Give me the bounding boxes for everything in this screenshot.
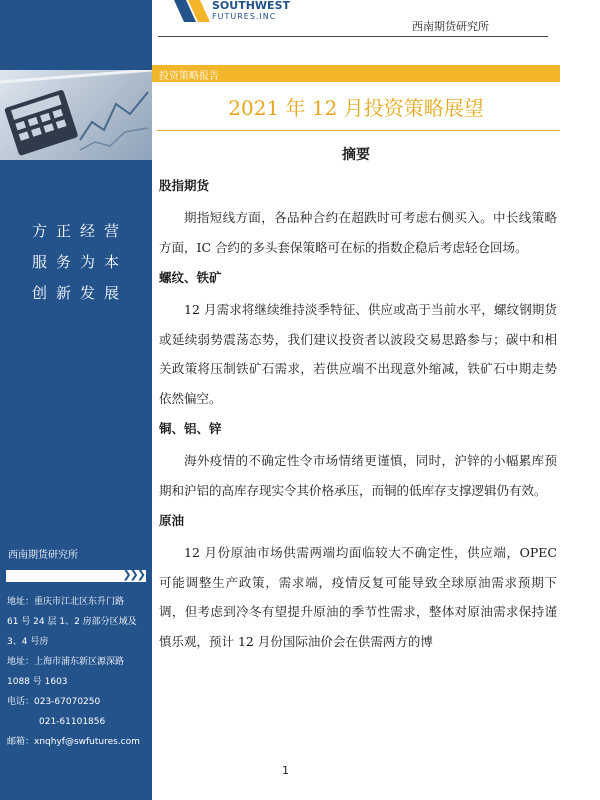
report-type-label: 投资策略报告 — [159, 71, 219, 82]
motto-line: 方正经营 — [31, 222, 128, 240]
section-text: 期指短线方面，各品种合约在超跌时可考虑右侧买入。中长线策略方面，IC 合约的多头套保策略可在标的指数企稳后考虑轻仓回场。 — [159, 210, 557, 255]
sidebar-org-name: 西南期货研究所 — [8, 550, 78, 561]
motto-line: 服务为本 — [31, 253, 128, 271]
header-org-name: 西南期货研究所 — [412, 20, 489, 33]
section-heading: 螺纹、铁矿 — [159, 270, 222, 285]
section-text: 海外疫情的不确定性令市场情绪更谨慎，同时，沪锌的小幅累库预期和沪铝的高库存现实令其价格承压，而铜的低库存支撑逻辑仍有效。 — [159, 453, 557, 498]
sidebar-panel — [0, 0, 152, 800]
logo-subtitle: FUTURES.INC — [212, 12, 277, 21]
double-chevron-right-icon: ❯❯❯ — [122, 568, 144, 581]
sidebar-divider-bar — [6, 570, 146, 582]
section-heading: 原油 — [159, 513, 185, 528]
calculator-chart-photo — [0, 70, 152, 160]
contact-line: 地址：上海市浦东新区源深路 — [7, 657, 125, 667]
report-type-band — [152, 65, 560, 82]
company-motto — [0, 216, 152, 309]
contact-line: 021-61101856 — [39, 717, 106, 727]
contact-line: 地址：重庆市江北区东升门路 — [7, 597, 125, 607]
title-divider — [157, 130, 560, 131]
contact-info — [7, 592, 149, 752]
logo-wordmark: SOUTHWEST — [212, 0, 290, 12]
motto-line: 创新发展 — [31, 284, 128, 302]
page-title: 2021 年 12 月投资策略展望 — [228, 96, 484, 120]
section-text: 12 月需求将继续维持淡季特征、供应或高于当前水平，螺纹钢期货或延续弱势震荡态势，我们建议投资者以波段交易思路参与；碳中和相关政策将压制铁矿石需求，若供应端不出现意外缩减，铁矿石中期走势依然偏空。 — [159, 302, 557, 406]
section-heading: 股指期货 — [159, 178, 210, 193]
contact-line: 3、4 号房 — [7, 637, 49, 647]
section-heading: 铜、铝、锌 — [159, 421, 222, 436]
summary-content — [159, 176, 557, 662]
contact-line: 电话：023-67070250 — [7, 697, 101, 707]
contact-line: 61 号 24 层 1、2 房部分区域及 — [7, 617, 137, 627]
summary-heading: 摘要 — [342, 147, 370, 163]
contact-email[interactable]: 邮箱：xnqhyf@swfutures.com — [7, 737, 140, 747]
header-divider — [158, 36, 548, 37]
page-number: 1 — [282, 764, 289, 777]
section-text: 12 月份原油市场供需两端均面临较大不确定性，供应端，OPEC 可能调整生产政策，需求端，疫情反复可能导致全球原油需求预期下调，但考虑到冷冬有望提升原油的季节性需求，整体对原油需求保持谨慎乐观，预计 12 月份国际油价会在供需两方的博 — [159, 545, 557, 649]
contact-line: 1088 号 1603 — [7, 677, 68, 687]
